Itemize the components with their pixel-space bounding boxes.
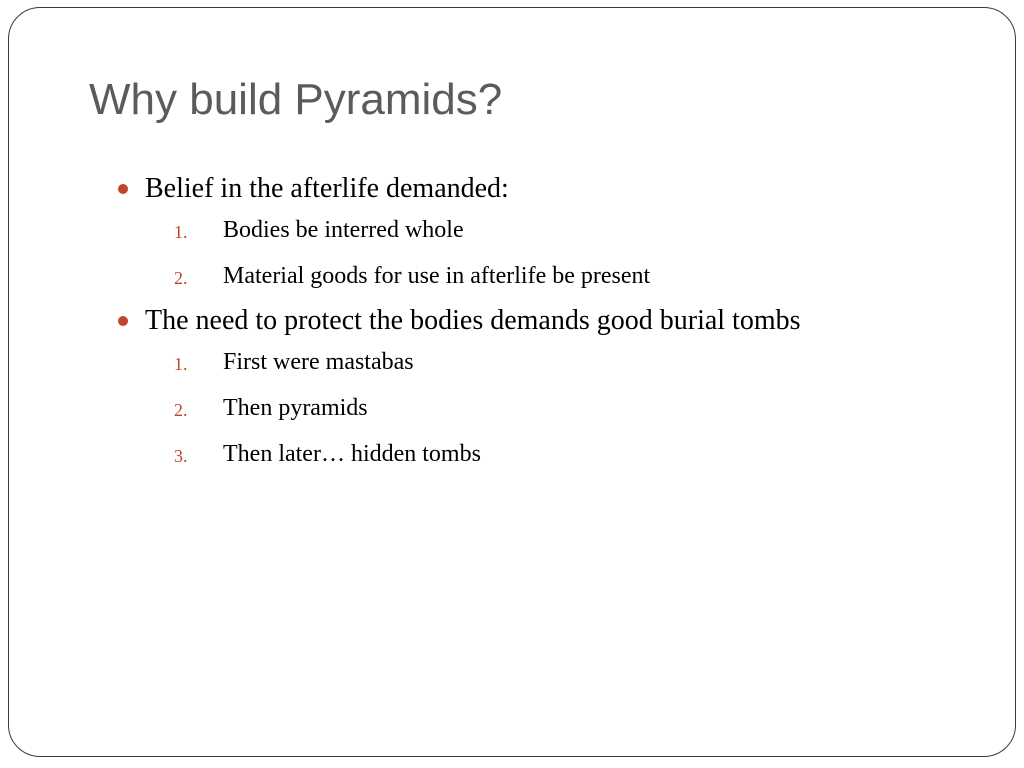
numbered-item <box>114 212 994 248</box>
numbered-list <box>114 212 994 294</box>
item-text: Bodies be interred whole <box>223 217 464 243</box>
bullet-dot-icon <box>118 316 128 326</box>
item-number: 2. <box>174 268 188 288</box>
numbered-list <box>114 344 994 472</box>
slide-content <box>114 170 994 480</box>
item-number: 1. <box>174 222 188 242</box>
slide <box>8 7 1016 757</box>
item-number: 2. <box>174 400 188 420</box>
numbered-item <box>114 344 994 380</box>
item-text: Material goods for use in afterlife be present <box>223 263 651 289</box>
item-text: First were mastabas <box>223 349 414 375</box>
bullet-text: Belief in the afterlife demanded: <box>145 173 509 204</box>
bullet-text: The need to protect the bodies demands good burial tombs <box>145 305 801 336</box>
bullet-dot-icon <box>118 184 128 194</box>
bullet-item <box>114 170 994 208</box>
numbered-item <box>114 436 994 472</box>
item-text: Then pyramids <box>223 395 368 421</box>
numbered-item <box>114 258 994 294</box>
slide-title: Why build Pyramids? <box>89 75 503 124</box>
item-text: Then later… hidden tombs <box>223 441 481 467</box>
item-number: 3. <box>174 446 188 466</box>
numbered-item <box>114 390 994 426</box>
bullet-item <box>114 302 994 340</box>
item-number: 1. <box>174 354 188 374</box>
